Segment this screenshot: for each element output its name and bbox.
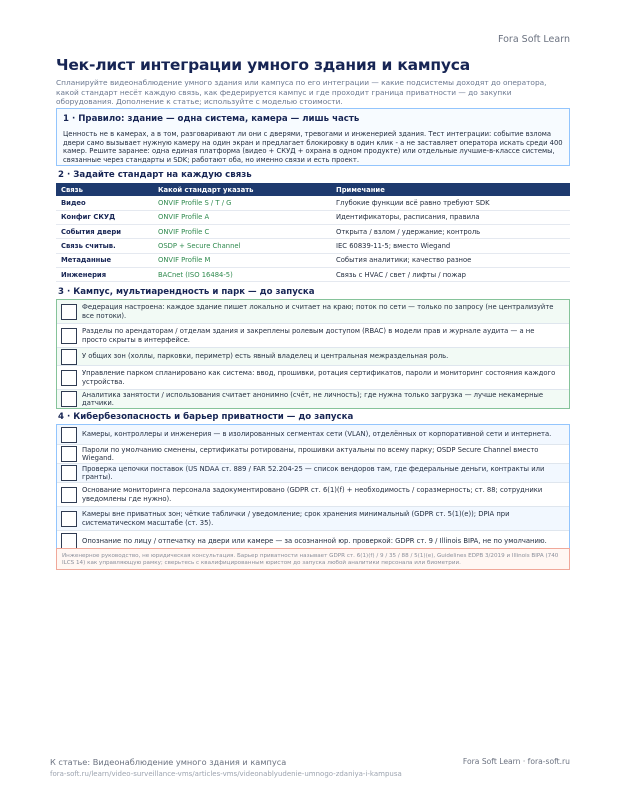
footer-brand: Fora Soft Learn · fora-soft.ru [462,757,570,766]
disclaimer-box [56,548,570,570]
link-cell: Видео [56,196,153,210]
note-cell: Связь с HVAC / свет / лифты / пожар [331,267,570,281]
checkbox[interactable] [61,487,77,503]
column-header: Связь [56,183,153,196]
standard-cell: OSDP + Secure Channel [153,239,331,253]
page-subtitle: Спланируйте видеонаблюдение умного здания или кампуса по его интеграции — какие подсистемы доходят до оператора, какой стандарт несёт каждую связь, как федерируется кампус и где проходит граница приватности — до закупки оборудования. Дополнение к статье; используйте с моделью стоимости. [56,78,547,107]
note-cell: Идентификаторы, расписания, правила [331,210,570,224]
link-cell: События двери [56,225,153,239]
note-cell: События аналитики; качество разное [331,253,570,267]
checklist-item [57,324,569,348]
checklist-item [57,425,569,445]
table-row [56,196,570,210]
checklist-item [57,464,569,483]
checkbox[interactable] [61,427,77,443]
campus-checklist [56,299,570,409]
footer-url[interactable]: fora-soft.ru/learn/video-surveillance-vms/articles-vms/videonablyudenie-umnogo-zdaniya-i-kampusa [50,770,402,778]
checklist-item-text: Федерация настроена: каждое здание пишет локально и считает на краю; поток по сети — только по запросу (не централизуйте все потоки). [82,303,554,320]
note-cell: Открыта / взлом / удержание; контроль [331,225,570,239]
page-title: Чек-лист интеграции умного здания и кампуса [56,56,471,74]
checklist-item-text: Камеры вне приватных зон; чёткие таблички / уведомление; срок хранения минимальный (GDPR ст. 5(1)(e)); DPIA при систематическом масштабе (ст. 35). [82,510,510,527]
standard-cell: BACnet (ISO 16484-5) [153,267,331,281]
checkbox[interactable] [61,370,77,386]
table-row [56,210,570,224]
checklist-item-text: У общих зон (холлы, парковки, периметр) есть явный владелец и центральная межраздельная роль. [82,352,449,361]
table-row [56,225,570,239]
cyber-checklist [56,424,570,552]
note-cell: IEC 60839-11-5; вместо Wiegand [331,239,570,253]
checkbox[interactable] [61,511,77,527]
link-cell: Метаданные [56,253,153,267]
checklist-item-text: Основание мониторинга персонала задокументировано (GDPR ст. 6(1)(f) + необходимость / соразмерность; ст. 88; сотрудники уведомлены где нужно). [82,486,543,503]
cyber-section-title: 4 · Кибербезопасность и барьер приватности — до запуска [58,412,354,422]
link-cell: Конфиг СКУД [56,210,153,224]
table-header-row [56,183,570,196]
checkbox[interactable] [61,391,77,407]
standard-cell: ONVIF Profile S / T / G [153,196,331,210]
campus-section-title: 3 · Кампус, мультиарендность и парк — до запуска [58,287,315,297]
standards-section-title: 2 · Задайте стандарт на каждую связь [58,170,252,180]
checkbox[interactable] [61,465,77,481]
table-row [56,253,570,267]
link-cell: Инженерия [56,267,153,281]
standard-cell: ONVIF Profile C [153,225,331,239]
link-cell: Связь считыв. [56,239,153,253]
checklist-item [57,366,569,390]
rule-text: Ценность не в камерах, а в том, разговаривают ли они с дверями, тревогами и инженерией здания. Тест интеграции: событие взлома двери само вызывает нужную камеру на один экран и предлагает блокировку в один клик - а не заставляет оператора искать среди 400 камер. Решите заранее: одна единая платформа (видео + СКУД + охрана в одном продукте) или отдельные лучшие-в-классе системы, связанные через стандарты и SDK; работают оба, но именно связи и есть проект. [63,130,563,164]
brand-header: Fora Soft Learn [497,34,570,45]
checklist-item [57,507,569,531]
checklist-item [57,348,569,366]
standard-cell: ONVIF Profile M [153,253,331,267]
checklist-item-text: Аналитика занятости / использования считает анонимно (счёт, не личность); где нужна только загрузка — лучше некамерные датчики. [82,390,544,407]
checkbox[interactable] [61,304,77,320]
checkbox[interactable] [61,328,77,344]
checkbox[interactable] [61,349,77,365]
checklist-item [57,390,569,408]
checklist-item-text: Камеры, контроллеры и инженерия — в изолированных сегментах сети (VLAN), отделённых от корпоративной сети и интернета. [82,430,552,439]
note-cell: Глубокие функции всё равно требуют SDK [331,196,570,210]
checkbox[interactable] [61,446,77,462]
column-header: Какой стандарт указать [153,183,331,196]
footer-article-link[interactable]: К статье: Видеонаблюдение умного здания и кампуса [50,757,287,767]
table-row [56,239,570,253]
column-header: Примечание [331,183,570,196]
checklist-item-text: Опознание по лицу / отпечатку на двери или камере — за осознанной юр. проверкой: GDPR ст. 9 / Illinois BIPA, не по умолчанию. [82,536,547,545]
checklist-item-text: Пароли по умолчанию сменены, сертификаты ротированы, прошивки актуальны по всему парку; OSDP Secure Channel вместо Wiegand. [82,445,539,462]
disclaimer-text: Инженерное руководство, не юридическая консультация. Барьер приватности называет GDPR ст. 6(1)(f) / 9 / 35 / 88 / 5(1)(e), Guidelines EDPB 3/2019 и Illinois BIPA (740 ILCS 14) как управляющую рамку; сверьтесь с квалифицированным юристом до запуска любой аналитики персонала или биометрии. [62,553,559,567]
checklist-item-text: Проверка цепочки поставок (US NDAA ст. 889 / FAR 52.204-25 — список вендоров там, где федеральные деньги, контракты или гранты). [82,464,545,481]
checklist-item [57,445,569,464]
table-row [56,267,570,281]
checkbox[interactable] [61,533,77,549]
rule-title: 1 · Правило: здание — одна система, камера — лишь часть [63,114,360,124]
standard-cell: ONVIF Profile A [153,210,331,224]
checklist-item [57,483,569,507]
checklist-item-text: Разделы по арендаторам / отделам здания и закреплены ролевым доступом (RBAC) в модели прав и журнале аудита — а не просто скрыты в интерфейсе. [82,327,535,344]
standards-table [56,183,570,282]
checklist-item-text: Управление парком спланировано как система: ввод, прошивки, ротация сертификатов, пароли и мониторинг состояния каждого устройства. [82,369,556,386]
rule-callout [56,108,570,166]
checklist-item [57,300,569,324]
